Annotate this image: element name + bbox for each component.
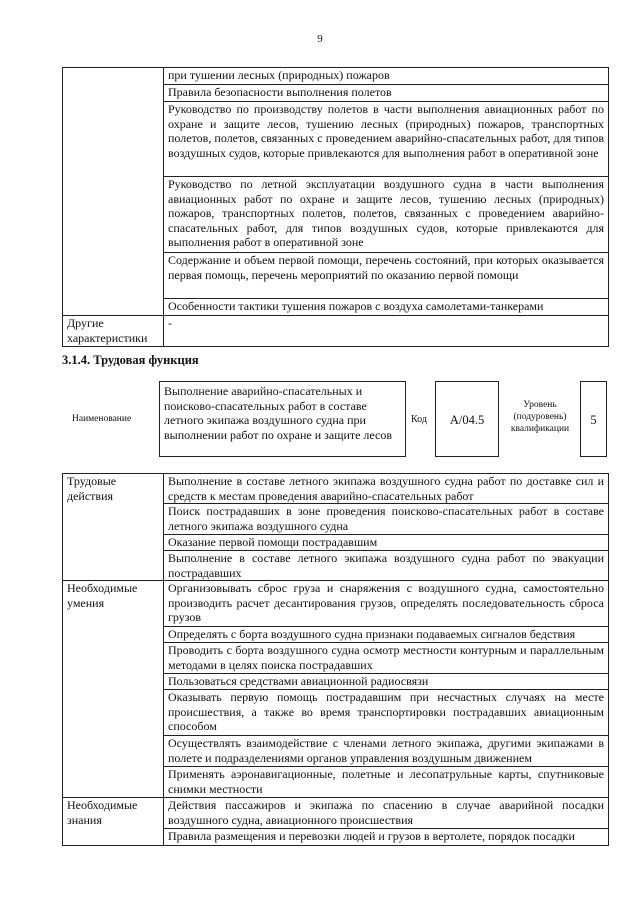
table-cell: Оказание первой помощи пострадавшим [164,535,609,551]
table-cell: при тушении лесных (природных) пожаров [164,68,609,85]
table-cell: Руководство по производству полетов в части выполнения авиационных работ по охране и защите лесов, тушению лесных (природных) пожаров, транспортных полетов, полетов, связанных с проведением аварийно-спасательных работ, для типов воздушных судов, которые привлекаются для выполнения работ в оперативной зоне [164,102,609,177]
qualification-level-value: 5 [580,381,607,457]
page-number: 9 [317,33,323,45]
table-cell: Определять с борта воздушного судна признаки подаваемых сигналов бедствия [164,627,609,643]
table-cell: Руководство по летной эксплуатации воздушного судна в части выполнения авиационных работ по охране и защите лесов, тушению лесных (природных) пожаров, транспортных полетов, полетов, связанных с проведением аварийно-спасательных работ, для типов воздушных судов, которые привлекаются для выполнения работ в оперативной зоне [164,177,609,253]
table-cell: Особенности тактики тушения пожаров с воздуха самолетами-танкерами [164,299,609,316]
code-value: A/04.5 [435,381,499,457]
function-name-value: Выполнение аварийно-спасательных и поисково-спасательных работ в составе летного экипажа воздушного судна при выполнении работ по охране и защите лесов [159,381,406,457]
table-cell: Оказывать первую помощь пострадавшим при несчастных случаях на месте происшествия, а также во время транспортировки пострадавших авиационным способом [164,690,609,736]
table-cell: Поиск пострадавших в зоне проведения поисково-спасательных работ в составе летного экипажа воздушного судна [164,504,609,535]
table-cell: Проводить с борта воздушного судна осмотр местности контурным и параллельным методами в целях поиска пострадавших [164,643,609,674]
section-heading: 3.1.4. Трудовая функция [62,353,199,367]
category-required-skills: Необходимые умения [63,581,164,798]
table-cell: Правила размещения и перевозки людей и грузов в вертолете, порядок посадки [164,829,609,846]
code-label: Код [411,414,427,425]
table-cell: Осуществлять взаимодействие с членами летного экипажа, другими экипажами в полете и подразделениями органов управления воздушным движением [164,736,609,767]
function-name-label: Наименование [72,414,132,424]
table-cell: Действия пассажиров и экипажа по спасению в случае аварийной посадки воздушного судна, авиационного происшествия [164,798,609,829]
table-cell: Содержание и объем первой помощи, перечень состояний, при которых оказывается первая помощь, перечень мероприятий по оказанию первой помощи [164,253,609,299]
table-cell: Пользоваться средствами авиационной радиосвязи [164,674,609,690]
table-cell: Выполнение в составе летного экипажа воздушного судна работ по доставке сил и средств к местам проведения аварийно-спасательных работ [164,474,609,504]
table-cell: - [164,316,609,347]
table-cell: Организовывать сброс груза и снаряжения с воздушного судна, самостоятельно производить расчет десантирования грузов, определять последовательность сброса грузов [164,581,609,627]
qualification-level-label: Уровень (подуровень) квалификации [510,400,570,434]
category-cell-empty [63,68,164,316]
category-required-knowledge: Необходимые знания [63,798,164,846]
labor-function-table [62,473,609,846]
category-other-characteristics: Другие характеристики [63,316,164,347]
table-cell: Выполнение в составе летного экипажа воздушного судна работ по эвакуации пострадавших [164,551,609,581]
category-labor-actions: Трудовые действия [63,474,164,581]
knowledge-table-continued [62,67,609,347]
table-cell: Правила безопасности выполнения полетов [164,85,609,102]
table-cell: Применять аэронавигационные, полетные и лесопатрульные карты, спутниковые снимки местности [164,767,609,798]
